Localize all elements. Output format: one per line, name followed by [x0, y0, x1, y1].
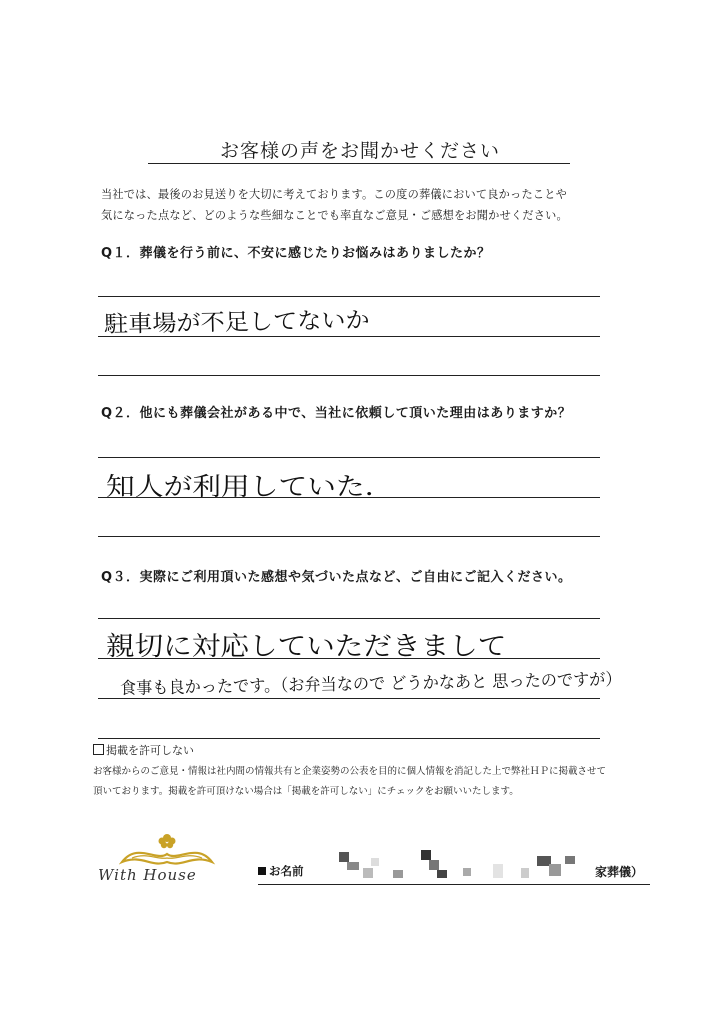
answer-line	[98, 658, 600, 659]
handwritten-answer-3a: 親切に対応していただきまして	[106, 632, 507, 662]
answer-line	[98, 738, 600, 739]
policy-line-1: お客様からのご意見・情報は社内間の情報共有と企業姿勢の公表を目的に個人情報を消記した上で弊社ＨＰに掲載させて	[93, 766, 607, 777]
handwritten-answer-3b: 食事も良かったです。（お弁当なので どうかなあと 思ったのですが）	[119, 669, 622, 699]
intro-line-1: 当社では、最後のお見送りを大切に考えております。この度の葬儀において良かったことや	[101, 188, 567, 201]
answer-line	[98, 497, 600, 498]
answer-line	[98, 375, 600, 376]
intro-line-2: 気になった点など、どのような些細なことでも率直なご意見・ご感想をお聞かせください。	[101, 209, 568, 222]
handwritten-answer-1: 駐車場が不足してないか	[103, 307, 370, 338]
logo-text: With House	[98, 866, 197, 884]
consent-label: 掲載を許可しない	[106, 744, 194, 757]
policy-line-2: 頂いております。掲載を許可頂けない場合は「掲載を許可しない」にチェックをお願いいたします。	[93, 786, 519, 797]
form-title: お客様の声をお聞かせください	[219, 140, 500, 162]
title-underline	[148, 163, 570, 164]
square-bullet-icon	[258, 867, 266, 875]
question-1: Q１．葬儀を行う前に、不安に感じたりお悩みはありましたか？	[101, 246, 491, 261]
question-3: Q３．実際にご利用頂いた感想や気づいた点など、ご自由にご記入ください。	[101, 570, 572, 585]
name-underline	[258, 884, 650, 885]
name-label: お名前	[258, 863, 304, 879]
answer-line	[98, 336, 600, 337]
answer-line	[98, 536, 600, 537]
question-2: Q２．他にも葬儀会社がある中で、当社に依頼して頂いた理由はありますか？	[101, 406, 572, 421]
consent-option[interactable]	[93, 742, 194, 758]
consent-checkbox[interactable]	[93, 744, 104, 755]
lotus-flower-icon	[159, 834, 176, 848]
handwritten-answer-2: 知人が利用していた．	[106, 472, 394, 501]
answer-line	[98, 296, 600, 297]
answer-line	[98, 698, 600, 699]
privacy-policy	[93, 762, 653, 802]
name-suffix: 家葬儀）	[595, 865, 644, 879]
answer-line	[98, 618, 600, 619]
intro-text	[101, 184, 621, 226]
answer-line	[98, 457, 600, 458]
redacted-name	[325, 848, 590, 884]
